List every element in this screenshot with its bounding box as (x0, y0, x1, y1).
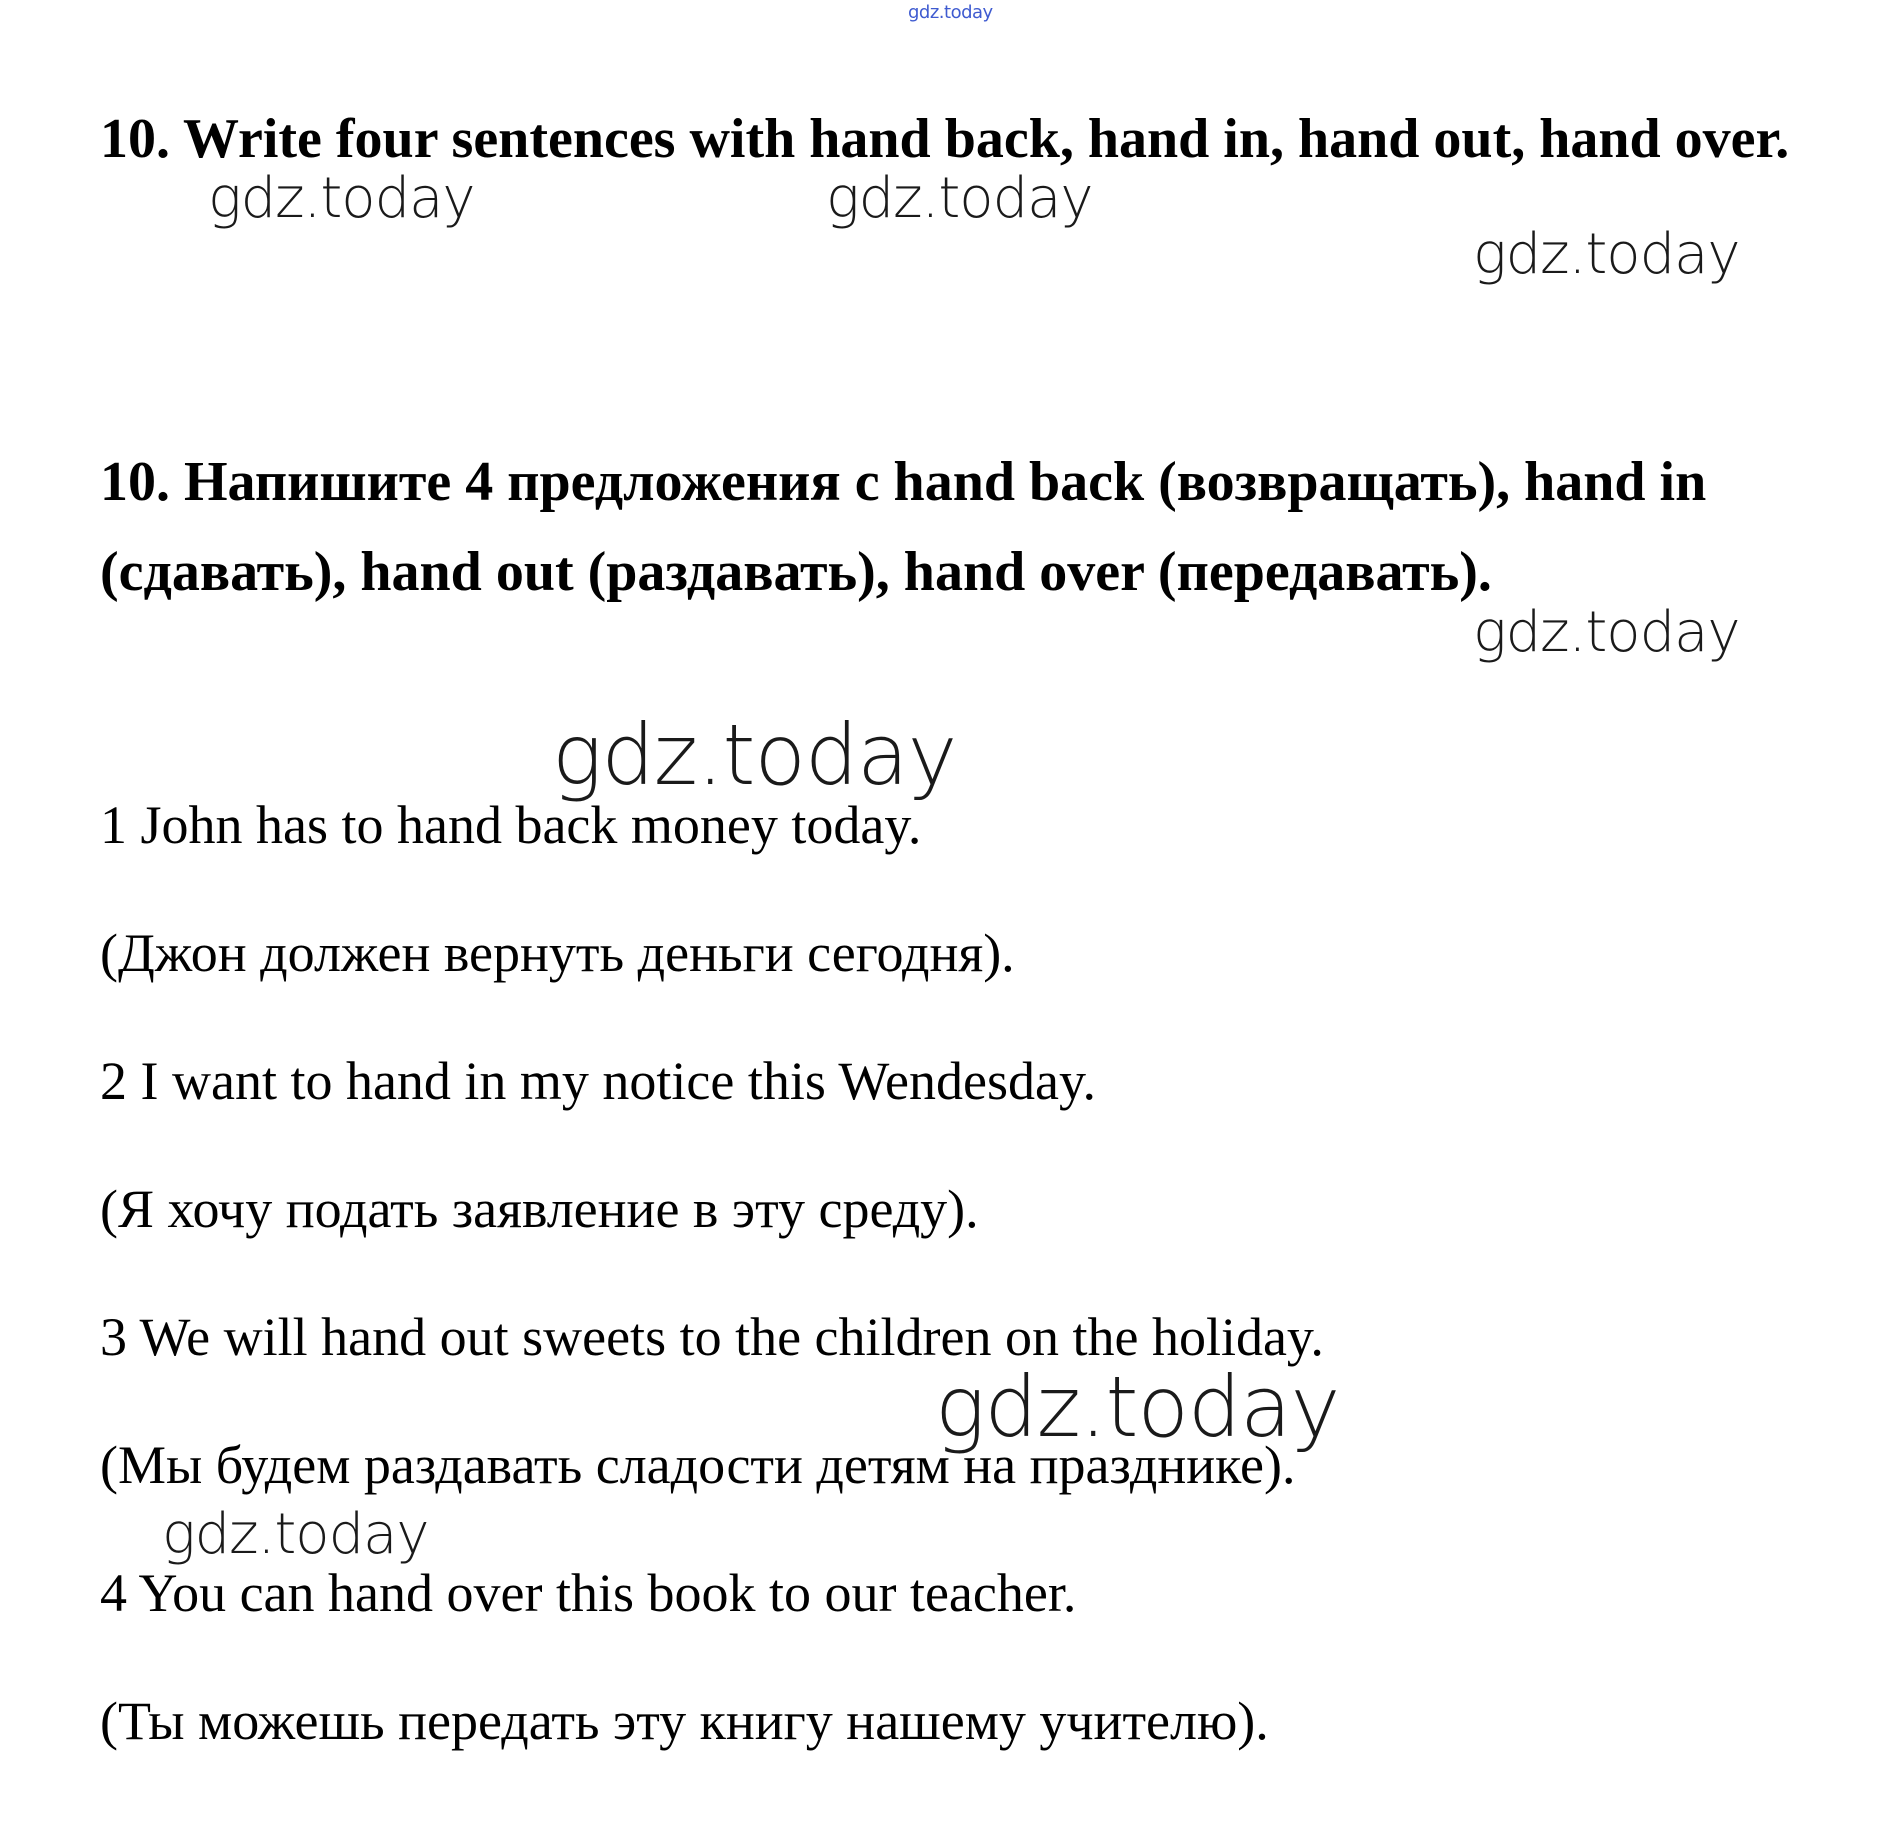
answer-1-translation: (Джон должен вернуть деньги сегодня). (100, 923, 1015, 983)
answer-3-translation: (Мы будем раздавать сладости детям на празднике). (100, 1435, 1296, 1495)
watermark: gdz.today (826, 166, 1093, 231)
task-heading-english: 10. Write four sentences with hand back, hand in, hand out, hand over. (100, 108, 1790, 170)
watermark: gdz.today (162, 1502, 429, 1567)
answer-4-sentence: 4 You can hand over this book to our teacher. (100, 1563, 1077, 1623)
answer-3-sentence: 3 We will hand out sweets to the children on the holiday. (100, 1307, 1324, 1367)
answer-1-sentence: 1 John has to hand back money today. (100, 795, 922, 855)
answer-2-sentence: 2 I want to hand in my notice this Wendesday. (100, 1051, 1096, 1111)
answer-4-translation: (Ты можешь передать эту книгу нашему учителю). (100, 1691, 1269, 1751)
watermark: gdz.today (935, 1358, 1340, 1456)
watermark: gdz.today (1473, 600, 1740, 665)
watermark: gdz.today (1473, 222, 1740, 287)
task-heading-russian: 10. Напишите 4 предложения с hand back (возвращать), hand in (сдавать), hand out (раздавать), hand over (передавать). (100, 451, 1707, 603)
watermark: gdz.today (552, 706, 957, 804)
watermark: gdz.today (208, 166, 475, 231)
header-watermark: gdz.today (908, 2, 993, 23)
answer-2-translation: (Я хочу подать заявление в эту среду). (100, 1179, 979, 1239)
